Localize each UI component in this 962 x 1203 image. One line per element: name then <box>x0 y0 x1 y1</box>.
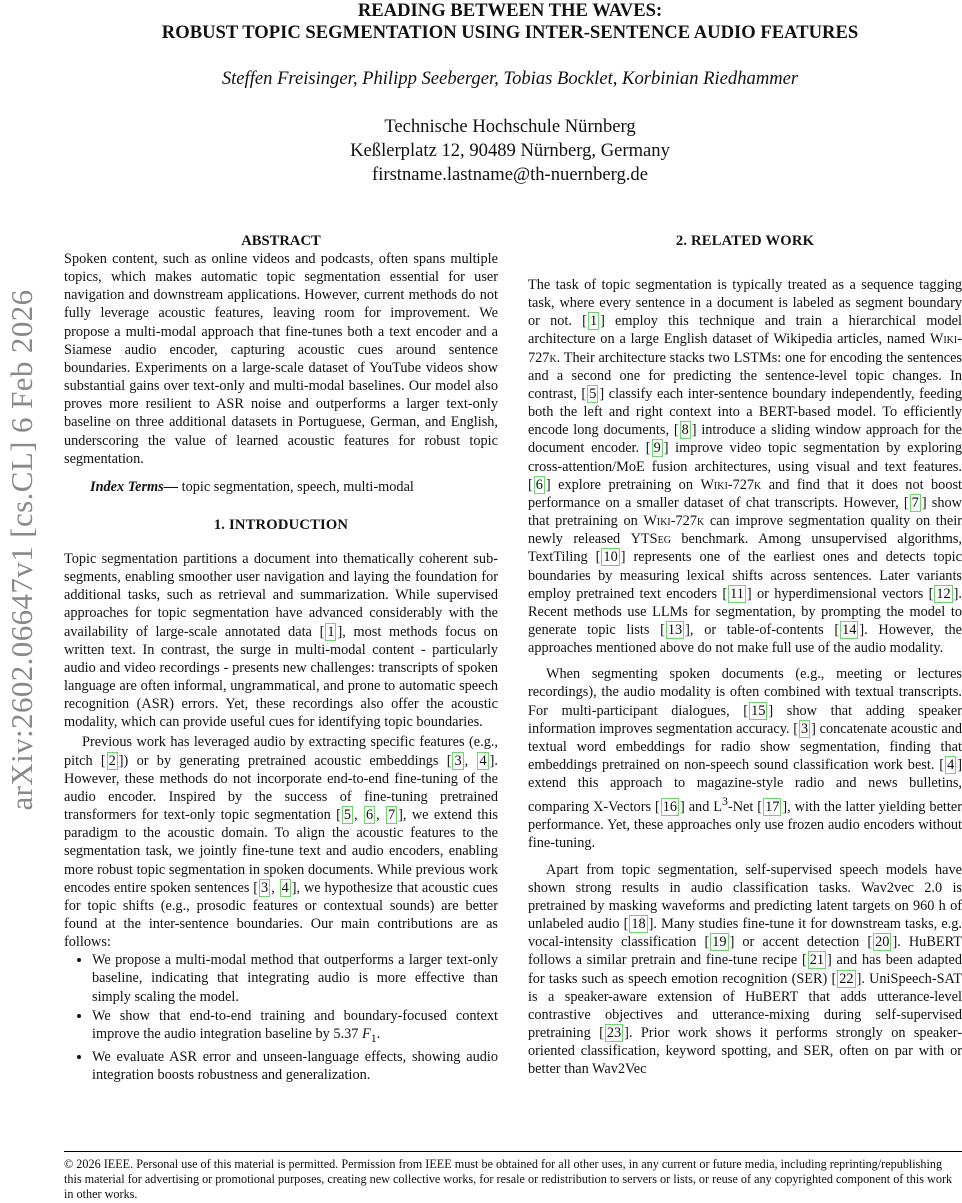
citation-link[interactable]: 4 <box>281 879 289 896</box>
citation-link[interactable]: 5 <box>343 807 352 824</box>
copyright-footer: © 2026 IEEE. Personal use of this material is permitted. Permission from IEEE must be obtained for all other uses, in any current or future media, including reprinting/republishing this material for advertising or promotional purposes, creating new collective works, for resale or redistribution to servers or lists, or reuse of any copyrighted component of this work in other works. <box>64 1151 962 1203</box>
abstract-heading: ABSTRACT <box>241 233 321 249</box>
contribution-item: • We show that end-to-end training and boundary-focused context improve the audio integration baseline by 5.37 $F_1$. <box>92 1007 498 1047</box>
citation-link[interactable]: 7 <box>388 807 396 824</box>
citation-link[interactable]: 15 <box>751 702 766 719</box>
section-heading-related-work: 2. RELATED WORK <box>675 233 815 249</box>
index-terms <box>64 478 498 496</box>
author-list: Steffen Freisinger, Philipp Seeberger, Tobias Bocklet, Korbinian Riedhammer <box>221 68 799 89</box>
citation-link[interactable]: 11 <box>730 585 744 602</box>
citation-link[interactable]: 19 <box>712 934 727 951</box>
affiliation-name: Technische Hochschule Nürnberg <box>384 116 636 137</box>
citation-link[interactable]: 1 <box>589 313 598 330</box>
citation-link[interactable]: 8 <box>681 422 689 439</box>
citation-link[interactable]: 2 <box>108 752 116 769</box>
paper-title-line-2: ROBUST TOPIC SEGMENTATION USING INTER-SENTENCE AUDIO FEATURES <box>161 22 859 43</box>
citation-link[interactable]: 3 <box>261 879 269 896</box>
affiliation-address: Keßlerplatz 12, 90489 Nürnberg, Germany <box>350 140 670 161</box>
abstract-text: Spoken content, such as online videos and podcasts, often spans multiple topics, which makes automatic topic segmentation essential for user navigation and downstream applications. However, current methods do not fully leverage acoustic features, leaving room for improvement. We propose a multi-modal approach that fine-tunes both a text encoder and a Siamese audio encoder, capturing acoustic cues around sentence boundaries. Experiments on a large-scale dataset of YouTube videos show substantial gains over text-only and multi-modal baselines. Our model also proves more resilient to ASR noise and outperforms a larger text-only baseline on three additional datasets in Portuguese, German, and English, underscoring the value of learned acoustic features for robust topic segmentation. <box>64 251 498 467</box>
citation-link[interactable]: 13 <box>667 621 683 638</box>
citation-link[interactable]: 9 <box>653 440 661 457</box>
citation-link[interactable]: 6 <box>365 807 374 824</box>
citation-link[interactable]: 21 <box>809 952 825 969</box>
citation-link[interactable]: 4 <box>947 757 955 774</box>
citation-link[interactable]: 18 <box>631 916 646 933</box>
contribution-item: • We evaluate ASR error and unseen-language effects, showing audio integration boosts robustness and generalization. <box>92 1048 498 1084</box>
citation-link[interactable]: 3 <box>454 752 462 769</box>
related-paragraph-2: When segmenting spoken documents (e.g., meeting or lectures recordings), the audio modality is often combined with textual transcripts. For multi-participant dialogues, [ 15 ] show that adding speaker information improves segmentation accuracy. [ 3 ] concatenate acoustic and textual word embeddings for radio show segmentation, finding that embeddings pretrained on non-speech sound classification work best. [ 4 ] extend this approach to magazine-style radio and news bulletins, comparing X-Vectors [ 16 ] and $L^3$-Net [ 17 ], with the latter yielding better performance. Yet, these approaches only use frozen audio encoders without fine-tuning. <box>528 666 962 852</box>
intro-paragraph-1: Topic segmentation partitions a document into thematically coherent sub-segments, enabling smoother user navigation and laying the foundation for additional tasks, such as retrieval and summarization. While supervised approaches for topic segmentation have advanced considerably with the availability of large-scale annotated data [ 1 ], most methods focus on written text. In contrast, the surge in multi-modal content - particularly audio and video recordings - presents new challenges: transcripts of spoken language are often informal, ungrammatical, and prone to automatic speech recognition (ASR) errors. Yet, these recordings also offer the acoustic modality, which can provide useful cues for identifying topic boundaries. <box>64 550 498 731</box>
citation-link[interactable]: 14 <box>842 621 857 638</box>
citation-link[interactable]: 10 <box>603 549 618 566</box>
citation-link[interactable]: 5 <box>589 385 597 402</box>
citation-link[interactable]: 7 <box>911 494 919 511</box>
citation-link[interactable]: 23 <box>606 1025 622 1042</box>
citation-link[interactable]: 4 <box>479 752 487 769</box>
affiliation-email: firstname.lastname@th-nuernberg.de <box>372 164 648 185</box>
citation-link[interactable]: 22 <box>839 970 854 987</box>
index-terms-label: Index Terms— <box>90 478 179 495</box>
citation-link[interactable]: 12 <box>936 585 951 602</box>
citation-link[interactable]: 6 <box>535 476 543 493</box>
related-paragraph-3: Apart from topic segmentation, self-supervised speech models have shown strong results in audio classification tasks. Wav2vec 2.0 is pretrained by masking waveforms and predicting latent targets on 960 h of unlabeled audio [ 18 ]. Many studies fine-tune it for downstream tasks, e.g. vocal-intensity classification [ 19 ] or accent detection [ 20 ]. HuBERT follows a similar pretrain and fine-tune recipe [ 21 ] and has been adapted for tasks such as speech emotion recognition (SER) [ 22 ]. UniSpeech-SAT is a speaker-aware extension of HuBERT that adds utterance-level contrastive objectives and utterance-mixing during self-supervised pretraining [ 23 ]. Prior work shows it performs strongly on speaker-oriented classification, keyword spotting, and SER, often on par with or better than Wav2Vec <box>528 861 962 1078</box>
citation-link[interactable]: 1 <box>327 623 335 640</box>
left-column <box>64 232 498 1085</box>
citation-link[interactable]: 3 <box>800 720 809 737</box>
citation-link[interactable]: 17 <box>765 799 780 816</box>
contribution-item: • We propose a multi-modal method that outperforms a larger text-only baseline, indicating that integrating audio is more effective than simply scaling the model. <box>92 951 498 1005</box>
intro-paragraph-2: Previous work has leveraged audio by extracting specific features (e.g., pitch [ 2 ]) or by generating pretrained acoustic embeddings [ 3 , 4 ]. However, these methods do not incorporate end-to-end fine-tuning of the audio encoder. Inspired by the success of fine-tuning pretrained transformers for text-only topic segmentation [ 5 , 6 , 7 ], we extend this paradigm to the acoustic domain. To align the acoustic features to the segmentation task, we jointly fine-tune text and audio encoders, enabling more robust topic segmentation in spoken documents. While previous work encodes entire spoken sentences [ 3 , 4 ], we hypothesize that acoustic cues for topic shifts (e.g., prosodic features or contextual sounds) are better found at the inter-sentence boundaries. Our main contributions are as follows: <box>64 734 498 951</box>
contributions-list <box>64 951 498 1084</box>
citation-link[interactable]: 16 <box>662 799 678 816</box>
section-heading-introduction: 1. INTRODUCTION <box>213 516 349 533</box>
related-paragraph-1: The task of topic segmentation is typically treated as a sequence tagging task, where every sentence in a document is labeled as segment boundary or not. [ 1 ] employ this technique and train a hierarchical model architecture on a large English dataset of Wikipedia articles, named Wiki-727k. Their architecture stacks two LSTMs: one for encoding the sentences and a second one for predicting the sentence-level topic changes. In contrast, [ 5 ] classify each inter-sentence boundary independently, feeding both the left and right context into a BERT-based model. To efficiently encode long documents, [ 8 ] introduce a sliding window approach for the document encoder. [ 9 ] improve video topic segmentation by exploring cross-attention/MoE fusion architectures, using visual and text features. [ 6 ] explore pretraining on Wiki-727k and find that it does not boost performance on a smaller dataset of chat transcripts. However, [ 7 ] show that pretraining on Wiki-727k can improve segmentation quality on their newly released YTSeg benchmark. Among unsupervised algorithms, TextTiling [ 10 ] represents one of the earliest ones and detects topic boundaries by measuring lexical shifts across sentences. Later variants employ pretrained text encoders [ 11 ] or hyperdimensional vectors [ 12 ]. Recent methods use LLMs for segmentation, by prompting the model to generate topic lists [ 13 ], or table-of-contents [ 14 ]. However, the approaches mentioned above do not make full use of the audio modality. <box>528 277 962 657</box>
paper-title-line-1: READING BETWEEN THE WAVES: <box>357 0 663 21</box>
arxiv-stamp: arXiv:2602.06647v1 [cs.CL] 6 Feb 2026 <box>4 289 39 811</box>
index-terms-text: topic segmentation, speech, multi-modal <box>181 478 414 495</box>
citation-link[interactable]: 20 <box>875 934 890 951</box>
right-column <box>528 232 962 1078</box>
